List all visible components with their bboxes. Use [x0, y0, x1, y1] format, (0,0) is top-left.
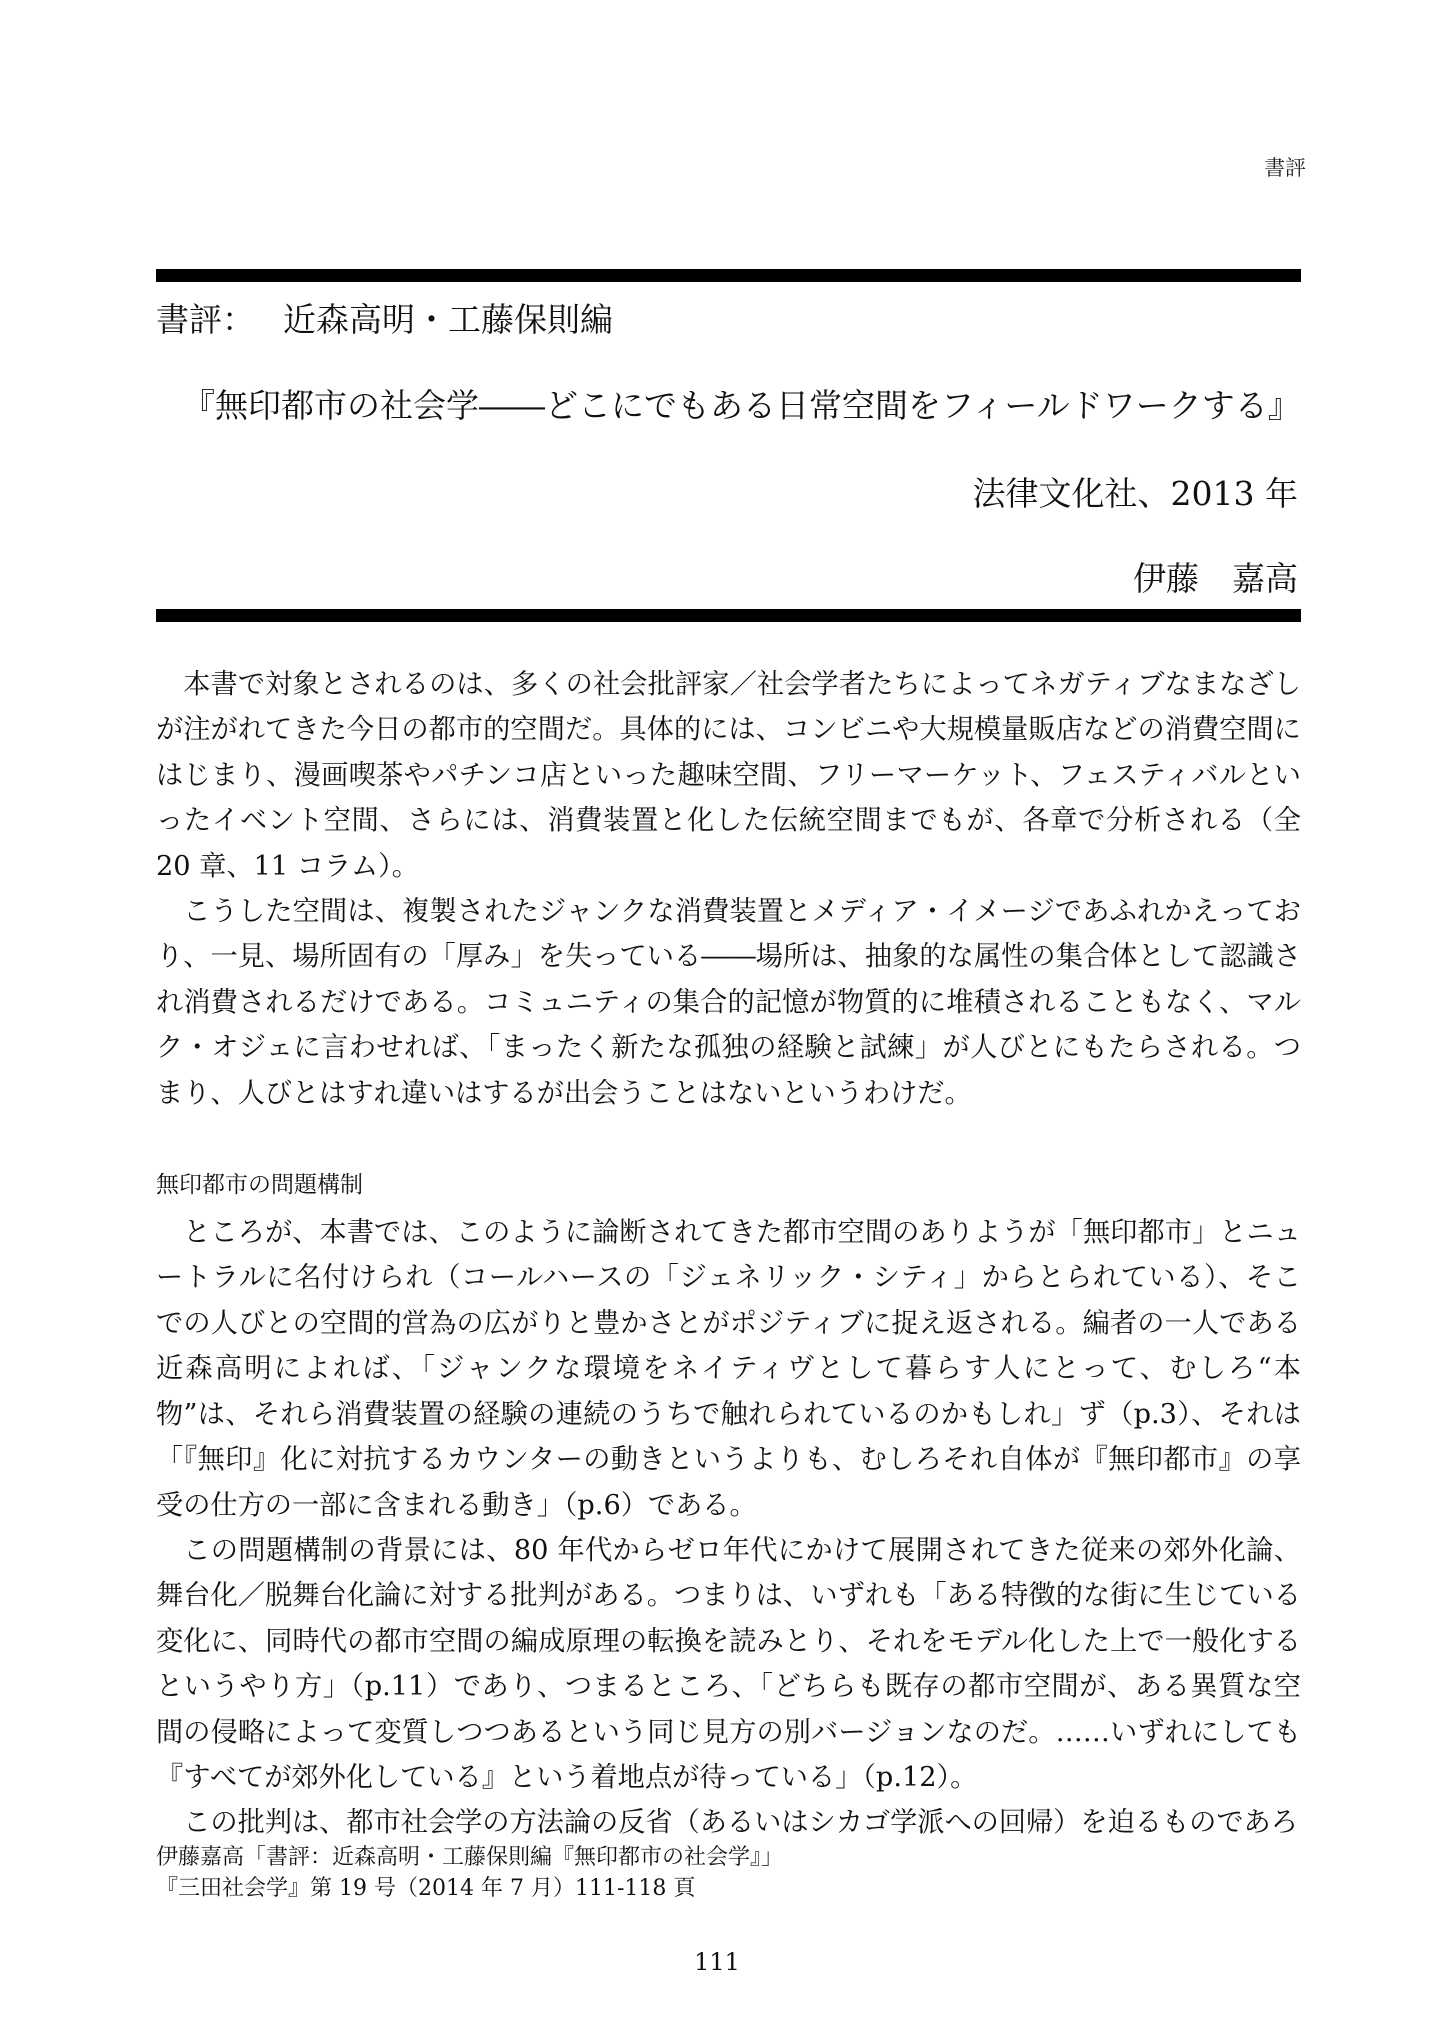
paragraph-2: こうした空間は、複製されたジャンクな消費装置とメディア・イメージであふれかえっており、一見、場所固有の「厚み」を失っている――場所は、抽象的な属性の集合体として認識され消費されるだけである。コミュニティの集合的記憶が物質的に堆積されることもなく、マルク・オジェに言わせれば、「まったく新たな孤独の経験と試練」が人びとにもたらされる。つまり、人びとはすれ違いはするが出会うことはないというわけだ。	[156, 896, 1301, 1109]
top-rule	[156, 269, 1301, 282]
reviewer-given-name: 嘉高	[1232, 559, 1298, 598]
reviewer-family-name: 伊藤	[1133, 559, 1199, 598]
citation-footnote	[156, 1842, 783, 1904]
review-label	[156, 294, 613, 341]
paragraph-1: 本書で対象とされるのは、多くの社会批評家／社会学者たちによってネガティブなまなざしが注がれてきた今日の都市的空間だ。具体的には、コンビニや大規模量販店などの消費空間にはじまり、漫画喫茶やパチンコ店といった趣味空間、フリーマーケット、フェスティバルといったイベント空間、さらには、消費装置と化した伝統空間までもが、各章で分析される（全 20 章、11 コラム）。	[156, 669, 1301, 882]
reviewer	[1133, 553, 1298, 600]
paragraph-4: この問題構制の背景には、80 年代からゼロ年代にかけて展開されてきた従来の郊外化論、舞台化／脱舞台化論に対する批判がある。つまりは、いずれも「ある特徴的な街に生じている変化に、同時代の都市空間の編成原理の転換を読みとり、それをモデル化した上で一般化するというやり方」（p.11）であり、つまるところ、「どちらも既存の都市空間が、ある異質な空間の侵略によって変質しつつあるという同じ見方の別バージョンなのだ。……いずれにしても『すべてが郊外化している』という着地点が待っている」（p.12）。	[156, 1534, 1301, 1793]
paragraph-5: この批判は、都市社会学の方法論の反省（あるいはシカゴ学派への回帰）を迫るものであろ	[183, 1807, 1298, 1839]
book-title: 『無印都市の社会学――どこにでもある日常空間をフィールドワークする』	[182, 386, 1301, 425]
bottom-rule	[156, 609, 1301, 622]
review-body	[156, 662, 1301, 1846]
page-number: 111	[694, 1948, 740, 1976]
editors: 近森高明・工藤保則編	[283, 300, 613, 339]
section-heading: 無印都市の問題構制	[156, 1172, 363, 1199]
running-head: 書評	[1264, 156, 1306, 180]
footnote-line-1: 伊藤嘉高「書評：近森高明・工藤保則編『無印都市の社会学』」	[156, 1845, 784, 1870]
review-label-prefix: 書評：	[156, 300, 255, 339]
footnote-line-2: 『三田社会学』第 19 号（2014 年 7 月）111-118 頁	[156, 1876, 696, 1901]
publisher: 法律文化社、2013 年	[972, 474, 1298, 513]
paragraph-3: ところが、本書では、このように論断されてきた都市空間のありようが「無印都市」とニュートラルに名付けられ（コールハースの「ジェネリック・シティ」からとられている）、そこでの人びとの空間的営為の広がりと豊かさとがポジティブに捉え返される。編者の一人である近森高明によれば、「ジャンクな環境をネイティヴとして暮らす人にとって、むしろ“本物”は、それら消費装置の経験の連続のうちで触れられているのかもしれ」ず（p.3）、それは「『無印』化に対抗するカウンターの動きというよりも、むしろそれ自体が『無印都市』の享受の仕方の一部に含まれる動き」（p.6）である。	[156, 1217, 1301, 1521]
